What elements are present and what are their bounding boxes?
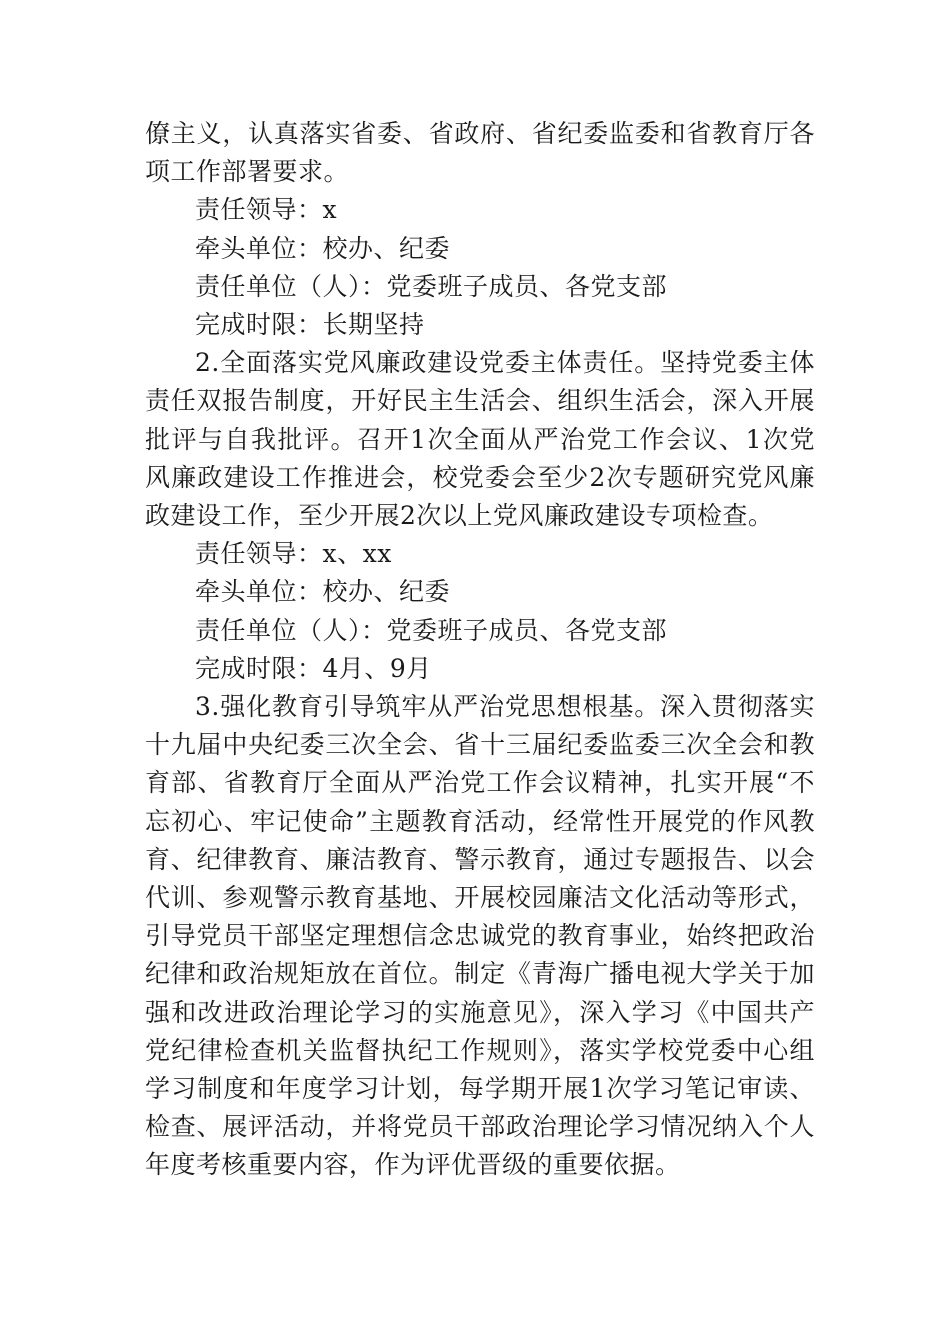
- item3-paragraph: 3.强化教育引导筑牢从严治党思想根基。深入贯彻落实十九届中央纪委三次全会、省十三届纪委监委三次全会和教育部、省教育厅全面从严治党工作会议精神，扎实开展“不忘初心、牢记使命”主题教育活动，经常性开展党的作风教育、纪律教育、廉洁教育、警示教育，通过专题报告、以会代训、参观警示教育基地、开展校园廉洁文化活动等形式，引导党员干部坚定理想信念忠诚党的教育事业，始终把政治纪律和政治规矩放在首位。制定《青海广播电视大学关于加强和改进政治理论学习的实施意见》，深入学习《中国共产党纪律检查机关监督执纪工作规则》，落实学校党委中心组学习制度和年度学习计划，每学期开展1次学习笔记审读、检查、展评活动，并将党员干部政治理论学习情况纳入个人年度考核重要内容，作为评优晋级的重要依据。: [145, 692, 815, 1180]
- intro-paragraph: 僚主义，认真落实省委、省政府、省纪委监委和省教育厅各项工作部署要求。: [145, 119, 815, 187]
- document-body: [145, 115, 815, 1185]
- block1-responsible-unit: 责任单位（人）：党委班子成员、各党支部: [195, 271, 668, 301]
- item2-responsible-unit: 责任单位（人）：党委班子成员、各党支部: [195, 615, 668, 645]
- block1-deadline: 完成时限：长期坚持: [195, 310, 425, 340]
- item2-leader: 责任领导：x、xx: [195, 539, 392, 569]
- block1-lead-unit: 牵头单位：校办、纪委: [195, 233, 451, 263]
- item2-paragraph: 2.全面落实党风廉政建设党委主体责任。坚持党委主体责任双报告制度，开好民主生活会、组织生活会，深入开展批评与自我批评。召开1次全面从严治党工作会议、1次党风廉政建设工作推进会，校党委会至少2次专题研究党风廉政建设工作，至少开展2次以上党风廉政建设专项检查。: [145, 348, 815, 531]
- item2-lead-unit: 牵头单位：校办、纪委: [195, 577, 451, 607]
- block1-leader: 责任领导：x: [195, 195, 338, 225]
- item2-deadline: 完成时限：4月、9月: [195, 653, 432, 683]
